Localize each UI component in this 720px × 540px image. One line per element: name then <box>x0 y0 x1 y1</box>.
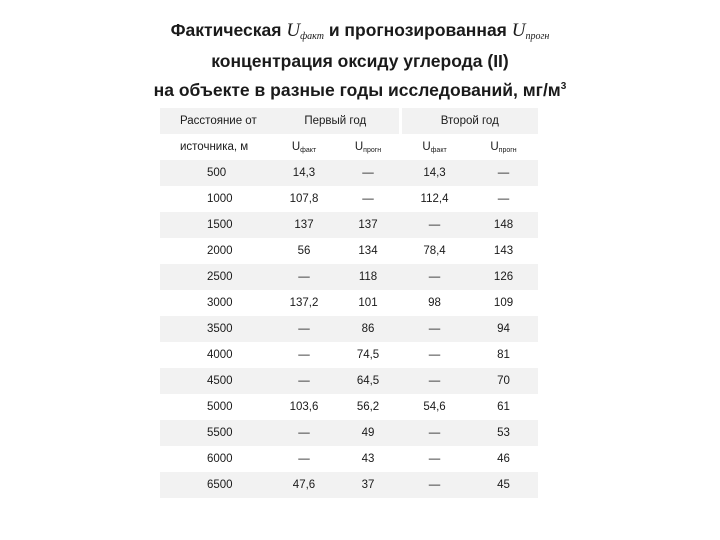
cell-u-prog-year1: 86 <box>336 316 400 342</box>
cell-u-fact-year1: — <box>272 368 336 394</box>
cell-u-prog-year1: 137 <box>336 212 400 238</box>
cell-u-fact-year2: — <box>400 420 469 446</box>
cell-distance: 4000 <box>207 349 233 361</box>
table-row <box>160 420 538 446</box>
cell-u-fact-year1: — <box>272 420 336 446</box>
cell-u-fact-year1: — <box>272 264 336 290</box>
cell-u-prog-year1: 118 <box>336 264 400 290</box>
table-row <box>160 446 538 472</box>
cell-u-fact-year2: 98 <box>428 297 441 309</box>
table-row <box>160 394 538 420</box>
cell-distance: 6000 <box>207 453 233 465</box>
cell-u-fact-year1: 137 <box>272 212 336 238</box>
table-row <box>160 290 538 316</box>
cell-u-fact-year2: — <box>428 453 441 465</box>
cell-u-prog-year2: 109 <box>493 297 514 309</box>
table-row <box>160 238 538 264</box>
cell-u-prog-year2: 53 <box>469 420 538 446</box>
u-subscript: прогн <box>363 146 382 154</box>
cell-u-prog-year2: — <box>497 193 510 205</box>
cell-distance: 5000 <box>207 401 233 413</box>
cell-u-fact-year2: 14,3 <box>400 160 469 186</box>
cell-u-prog-year2: 143 <box>493 245 514 257</box>
cell-u-prog-year1: 49 <box>336 420 400 446</box>
cell-u-fact-year2: 78,4 <box>423 245 446 257</box>
cell-u-fact-year2: — <box>428 349 441 361</box>
cell-u-fact-year1: 47,6 <box>272 472 336 498</box>
u-fact-symbol: U <box>286 20 301 41</box>
cell-u-prog-year2: — <box>469 160 538 186</box>
table-row <box>160 186 538 212</box>
table-row <box>160 342 538 368</box>
cell-distance: 2500 <box>160 264 272 290</box>
cell-distance: 3500 <box>160 316 272 342</box>
column-header-distance-unit: источника, м <box>180 141 249 153</box>
cell-u-prog-year2: 126 <box>469 264 538 290</box>
cell-u-prog-year1: 101 <box>358 297 378 309</box>
cell-u-prog-year1: 64,5 <box>336 368 400 394</box>
u-symbol: U <box>490 140 499 153</box>
title-text: и прогнозированная <box>323 20 512 40</box>
cell-u-prog-year2: 81 <box>497 349 510 361</box>
title-line-1 <box>0 18 720 49</box>
u-symbol: U <box>422 140 431 153</box>
cell-u-prog-year1: 134 <box>358 245 378 257</box>
cell-u-fact-year1: — <box>298 453 310 465</box>
cell-u-fact-year1: — <box>272 316 336 342</box>
title-line-2: концентрация оксиду углерода (II) <box>211 51 509 71</box>
cell-distance: 1000 <box>207 193 233 205</box>
table-row <box>160 212 538 238</box>
cell-u-prog-year1: 43 <box>361 453 375 465</box>
header-row-columns <box>160 134 538 160</box>
page-title <box>0 18 720 103</box>
cell-u-prog-year1: — <box>362 193 374 205</box>
header-row-years <box>160 108 538 134</box>
concentration-table <box>160 108 538 498</box>
cell-u-fact-year1: 103,6 <box>289 401 319 413</box>
u-subscript: прогн <box>498 146 517 154</box>
table-row <box>160 160 538 186</box>
table-row <box>160 472 538 498</box>
cell-distance: 5500 <box>160 420 272 446</box>
u-subscript: факт <box>430 146 447 154</box>
cell-u-prog-year2: 46 <box>497 453 510 465</box>
cell-u-prog-year1: 37 <box>336 472 400 498</box>
unit-superscript: 3 <box>560 81 567 92</box>
u-subscript: факт <box>300 146 317 154</box>
header-year-2: Второй год <box>400 108 538 134</box>
cell-u-fact-year2: — <box>400 472 469 498</box>
cell-distance: 1500 <box>160 212 272 238</box>
u-fact-subscript: факт <box>300 31 324 42</box>
u-prog-symbol: U <box>511 20 526 41</box>
cell-u-fact-year1: 137,2 <box>289 297 319 309</box>
cell-u-prog-year1: — <box>336 160 400 186</box>
cell-u-fact-year1: 107,8 <box>289 193 319 205</box>
header-u-prog-year1 <box>336 134 400 160</box>
header-u-fact-year1 <box>272 134 336 160</box>
table-row <box>160 264 538 290</box>
cell-u-fact-year1: — <box>298 349 310 361</box>
header-u-fact-year2 <box>400 134 469 160</box>
cell-u-prog-year1: 74,5 <box>356 349 380 361</box>
title-text: на объекте в разные годы исследований, мг/м <box>153 80 561 100</box>
cell-distance: 4500 <box>160 368 272 394</box>
header-year-1: Первый год <box>272 108 400 134</box>
cell-u-fact-year2: 112,4 <box>420 193 449 205</box>
cell-u-prog-year2: 61 <box>497 401 510 413</box>
title-line-3 <box>0 74 720 103</box>
cell-distance: 2000 <box>207 245 233 257</box>
cell-u-prog-year2: 70 <box>469 368 538 394</box>
cell-distance: 6500 <box>160 472 272 498</box>
cell-u-fact-year2: — <box>400 264 469 290</box>
column-header-distance: Расстояние от <box>160 108 272 134</box>
table-row <box>160 316 538 342</box>
u-symbol: U <box>291 140 301 153</box>
cell-u-fact-year2: — <box>400 316 469 342</box>
cell-u-fact-year1: 56 <box>297 245 311 257</box>
u-symbol: U <box>354 140 364 153</box>
u-prog-subscript: прогн <box>525 31 550 42</box>
table-row <box>160 368 538 394</box>
cell-u-prog-year2: 148 <box>469 212 538 238</box>
title-text: Фактическая <box>170 20 287 40</box>
header-u-prog-year2 <box>469 134 538 160</box>
cell-u-fact-year2: — <box>400 368 469 394</box>
cell-u-fact-year1: 14,3 <box>272 160 336 186</box>
cell-distance: 500 <box>160 160 272 186</box>
cell-distance: 3000 <box>207 297 233 309</box>
cell-u-fact-year2: — <box>400 212 469 238</box>
cell-u-prog-year2: 94 <box>469 316 538 342</box>
cell-u-fact-year2: 54,6 <box>423 401 446 413</box>
cell-u-prog-year2: 45 <box>469 472 538 498</box>
cell-u-prog-year1: 56,2 <box>356 401 380 413</box>
